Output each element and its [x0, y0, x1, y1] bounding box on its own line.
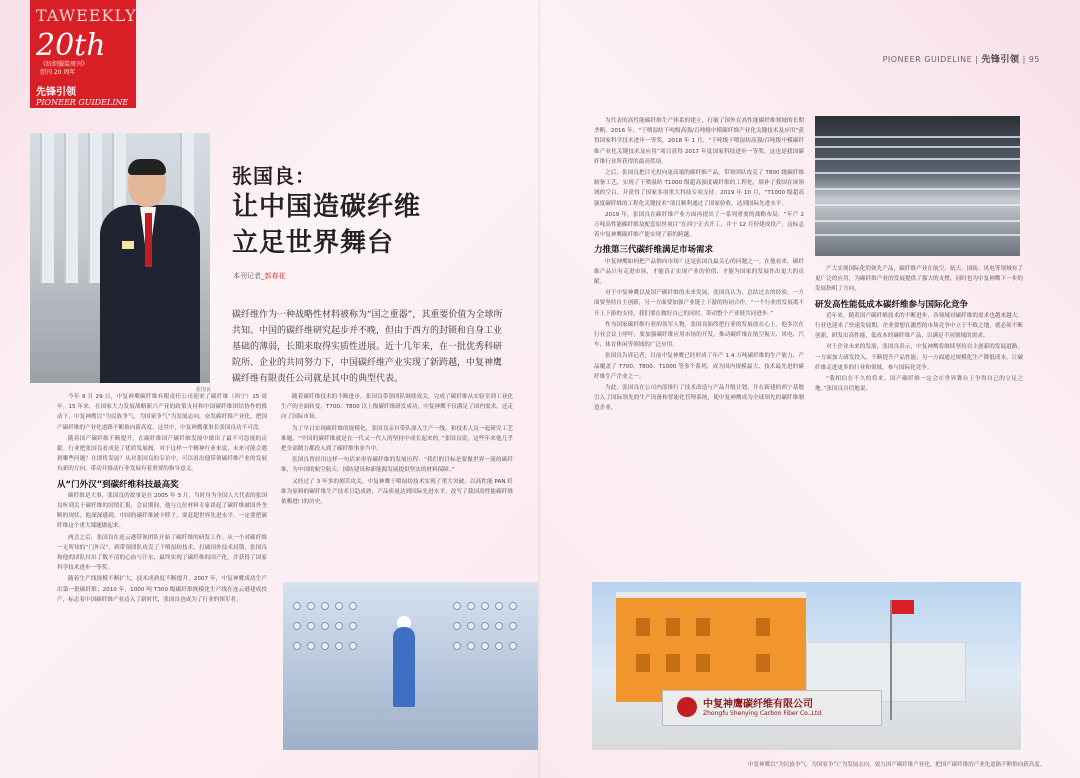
paragraph: 为了早日实现碳纤维的规模化，张国良亲自带队深入生产一线，和技术人员一起研究工艺难题。“中国的碳纤维就是在一代又一代人的坚持中成长起来的。”张国良说，这些年来他几乎把全部精力都投入到了碳纤维事业当中。	[281, 425, 513, 453]
paragraph: 两会之后，张国良在连云港带领团队开始了碳纤维的研发工作。从一个对碳纤维一无所知的“门外汉”，到带领团队攻克了干喷湿纺技术，打破国外技术封锁，张国良和他的团队付出了数不清的心血与汗水，最终实现了碳纤维的国产化，并获得了国家科学技术进步一等奖。	[57, 534, 267, 572]
lead-paragraph: 碳纤维作为一种战略性材料被称为“国之重器”，其重要价值为全球所共知。中国的碳纤维研究起步并不晚，但由于西方的封锁和自身工业基础的薄弱，长期来取得实质性进展。近十几年来，在一批优秀科研院所、企业的共同努力下，中国碳纤维产业实现了新跨越，中复神鹰碳纤维有限责任公司就是其中的典型代表。	[232, 310, 503, 384]
column-title-cn: 先锋引领	[36, 87, 76, 98]
flag-icon	[892, 600, 914, 614]
factory-caption: 中复神鹰以“为民族争气，为国家争气”为发展志向，致力国产碳纤维产业化，把国产碳纤维的产业化道路不断推向新高度。	[748, 762, 1046, 768]
paragraph: 又经过了 3 年多的刻苦攻关，中复神鹰干喷湿纺技术实现了重大突破，以高性能 PAN 纤维为原料的碳纤维生产技术日趋成熟，产品质量达到国际先进水平，改写了我国高性能碳纤维依赖进口的历史。	[281, 478, 513, 506]
paragraph: “我相信在不久的将来，国产碳纤维一定会在世界舞台上争得自己的立足之地。”张国良自信地说。	[815, 376, 1023, 393]
paragraph: 张国良告诉记者，目前中复神鹰已经形成了年产 1.4 万吨碳纤维的生产能力，产品覆盖了 T700、T800、T1000 等多个系列，成为国内规模最大、技术最先进的碳纤维生产企业之一。	[594, 353, 804, 380]
portrait-caption: 张国良	[196, 387, 212, 393]
text-column-1	[57, 392, 267, 752]
byline-author: _郭春花	[261, 272, 286, 280]
text-column-3	[594, 116, 804, 576]
right-page-header	[883, 52, 1040, 65]
paragraph: 随着碳纤维技术的不断进步，张国良带领团队继续攻关，完成了碳纤维从实验室到工业化生产的全面转变。T700、T800 以上级碳纤维研发成功，中复神鹰不仅满足了国内需求，还走向了国际市场。	[281, 394, 513, 421]
anniversary-line2: 创刊 20 周年	[40, 69, 76, 76]
title-line-2: 立足世界舞台	[232, 228, 395, 258]
paragraph: 对于企业未来的发展，张国良表示，中复神鹰将继续坚持自主创新的发展道路，一方面加大研发投入，不断提升产品性能；另一方面通过规模化生产降低成本，让碳纤维走进更多的行业和领域，参与国际化竞争。	[815, 344, 1023, 371]
section-heading: 研发高性能低成本碳纤维参与国际化竞争	[815, 299, 969, 310]
paragraph: 产大实现国际化的领先产品，碳纤维产业在航空、航天、国防、风电等领域有了更广泛的应用，为碳纤维产业的发展提供了强大的支撑，同时也为中复神鹰下一步的发展指明了方向。	[815, 266, 1023, 293]
page-number: | 95	[1022, 55, 1040, 64]
paragraph: 为此，张国良在公司内部推行了技术改造与产品升级计划，并在新建的西宁基地引入了国际领先的生产设备和智能化管理系统，使中复神鹰成为全球领先的碳纤维制造企业。	[594, 385, 804, 412]
text-column-2	[281, 392, 513, 577]
title-line-1: 让中国造碳纤维	[232, 192, 422, 222]
magazine-name: TAWEEKLY	[36, 6, 137, 25]
right-header-cn: 先锋引领	[981, 55, 1020, 65]
portrait-person	[100, 161, 200, 383]
paragraph: 作为国家碳纤维行业的领军人物，张国良始终把行业的发展放在心上。他多次在行业会议上呼吁，要加强碳纤维应用市场的开发，推动碳纤维在航空航天、风电、汽车、体育休闲等领域的广泛应用。	[594, 321, 804, 349]
column-title-en: PIONEER GUIDELINE	[36, 98, 129, 107]
byline-prefix: 本刊记者	[233, 272, 261, 280]
paragraph: 随着国产碳纤维不断提升，在碳纤维国产碳纤维发展中做出了最不可忽视的贡献。行业把张国良看成是了优质发展阀，对于这样一个精神行业来说，未来可能会遇到哪些问题？在即将发展？从对张国良的专访中，可以看出他带领碳纤维产业的发展有新的方向，带动并推动行业发展有着重要的指导意义。	[57, 435, 267, 473]
paragraph: 随着生产线规模不断扩大，技术成熟度不断提升，2007 年，中复神鹰成功生产出第一批碳纤维；2010 年，1000 吨 T300 级碳纤维规模化生产线在连云港建成投产，标志着中国碳纤维产业迈入了新时代，张国良也成为了行业的领军者。	[57, 576, 267, 603]
company-logo-icon	[677, 697, 697, 717]
magazine-badge	[30, 0, 136, 108]
text-column-4	[815, 264, 1023, 576]
paragraph: 之后，张国良把目光投向更高端的碳纤维产品，带领团队攻克了 T800 级碳纤维制备工艺，实现了干喷湿纺 T1000 级超高强度碳纤维的工程化，填补了我国在该领域的空白，并获得了国家多项重大科技专项支持。2019 年 10 月，“T1000 级超高强度碳纤维的工程化关键技术”项目顺利通过了国家验收，达到国际先进水平。	[594, 170, 804, 207]
page-gutter	[538, 0, 542, 778]
portrait-photo	[30, 133, 210, 383]
factory-sign-cn: 中复神鹰碳纤维有限公司	[703, 699, 813, 710]
anniversary-line1: 《纺织服装周刊》	[40, 61, 89, 68]
paragraph: 2019 年，张国良在碳纤维产业方面再提出了一系列重要的战略布局，“年产 2 万吨高性能碳纤维及配套原丝项目”在西宁正式开工，并于 12 月份建成投产，这标志着中复神鹰碳纤维产能实现了新的跨越。	[594, 211, 804, 239]
factory-photo	[592, 582, 1021, 750]
paragraph: 今年 9 月 29 日，中复神鹰碳纤维有限责任公司迎来了碳纤维（西宁）15 周年。15 年来，在国家大力发展战略新兴产业的政策支持和中国碳纤维团结协作的推动下，中复神鹰以“为民族争气，为国家争气”为发展志向，奋发碳纤维产业化，把国产碳纤维的产业化道路不断推向新高度。这其中，中复神鹰董事长张国良功不可没。	[57, 394, 267, 431]
paragraph: 为代表的高性能碳纤维生产体系的建立，打破了国外在高性能碳纤维领域的长期垄断。2016 年，“干喷湿纺千吨级高强/百吨级中模碳纤维产业化关键技术及应用”获得国家科学技术进步一等奖，2018 年 1 月，“千吨级干喷湿纺高强/百吨级中模碳纤维产业化关键技术及应用”项目获得 2017 年度国家科技进步一等奖，这也是我国碳纤维行业所获得的最高奖项。	[594, 118, 804, 165]
factory-sign-en: Zhongfu Shenying Carbon Fiber Co.,Ltd.	[703, 710, 823, 717]
article-title	[232, 160, 421, 261]
paragraph: 张国良曾经用这样一句话来形容碳纤维的发展历程：“我们的目标是要做世界一流的碳纤维，为中国的航空航天、国防建设和新能源发展提供坚实的材料保障。”	[281, 457, 513, 474]
anniversary-number: 20th	[36, 28, 106, 63]
section-heading: 从“门外汉”到碳纤维科技最高奖	[57, 479, 179, 490]
title-name: 张国良：	[232, 164, 316, 188]
byline	[233, 271, 286, 281]
paragraph: 碳纤维是大事，张国良的故事是在 2005 年 3 月，当时身为全国人大代表的张国良听到关于碳纤维的国情汇报，会议期间，他与几位材料专家谈起了碳纤维被国外垄断的现状，他深深感到，中国的碳纤维被卡脖子，要赶超世界先进水平，一定要把碳纤维这个重大课题做起来。	[57, 492, 267, 530]
lab-photo	[283, 582, 538, 750]
paragraph: 近年来，随着国产碳纤维技术的不断进步，各领域对碳纤维的需求也越来越大。行业也迎来了快速发展期。企业要想在激烈的市场竞争中立于不败之地，就必须不断创新，研发出高性能、低成本的碳纤维产品，以满足不同领域的需求。	[815, 312, 1023, 340]
factory-building	[616, 592, 806, 702]
right-header-en: PIONEER GUIDELINE |	[882, 55, 979, 64]
factory-sign	[662, 690, 882, 726]
lab-worker	[393, 627, 415, 707]
paragraph: 中复神鹰如何把产品推向市场？这是张国良最关心的问题之一。在他看来，碳纤维产品只有走进市场，才能真正实现产业的价值，才能为国家的发展作出更大的贡献。	[594, 258, 804, 286]
fiber-production-photo	[815, 116, 1020, 256]
paragraph: 对于中复神鹰以及国产碳纤维的未来发展，张国良认为，总结过去的经验，一方面要坚持自主创新，另一方面要加强产业链上下游的协同合作。“一个行业的发展离不开上下游的支持，我们要在做好自己的同时，带动整个产业链共同进步。”	[594, 290, 804, 317]
section-heading: 力推第三代碳纤维满足市场需求	[594, 245, 714, 256]
